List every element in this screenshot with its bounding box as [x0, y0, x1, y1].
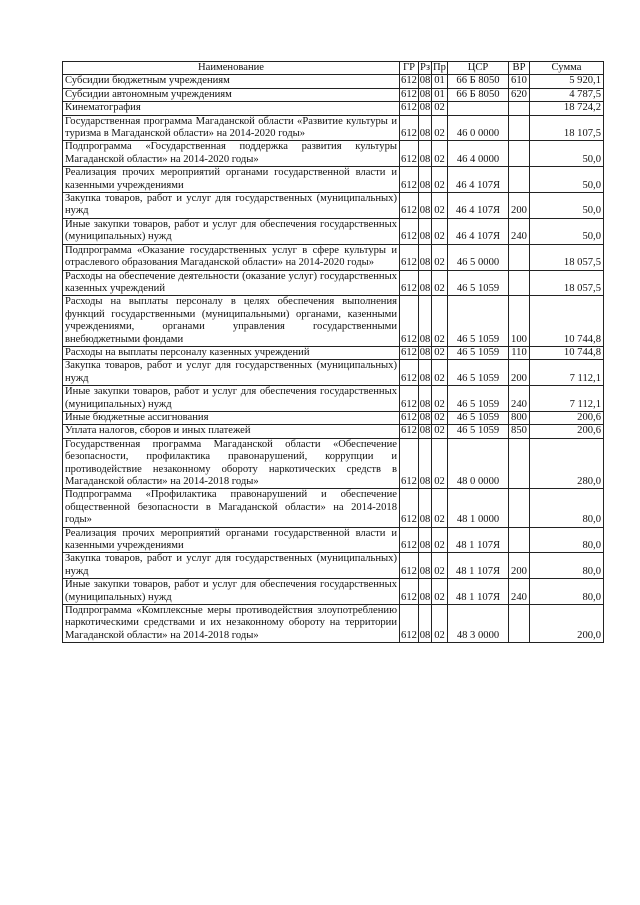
cell-gr: 612 — [400, 270, 419, 296]
cell-vr — [509, 102, 530, 115]
cell-sum: 7 112,1 — [530, 360, 604, 386]
cell-name: Подпрограмма «Профилактика правонарушений и обеспечение общественной безопасности в Магаданской области» на 2014-2018 годы» — [63, 489, 400, 527]
table-row — [63, 579, 604, 605]
cell-rz: 08 — [419, 527, 432, 553]
cell-sum: 200,0 — [530, 605, 604, 643]
cell-sum: 18 724,2 — [530, 102, 604, 115]
cell-gr: 612 — [400, 579, 419, 605]
table-row — [63, 438, 604, 489]
table-row — [63, 218, 604, 244]
cell-name: Иные закупки товаров, работ и услуг для обеспечения государственных (муниципальных) нужд — [63, 579, 400, 605]
cell-pr: 02 — [432, 605, 448, 643]
cell-rz: 08 — [419, 438, 432, 489]
cell-rz: 08 — [419, 425, 431, 437]
cell-pr: 02 — [432, 411, 448, 424]
cell-pr: 02 — [432, 270, 448, 296]
cell-gr: 612 — [400, 167, 419, 193]
cell-csr: 48 1 107Я — [448, 527, 509, 553]
cell-sum: 4 787,5 — [530, 88, 604, 101]
cell-vr: 200 — [509, 553, 530, 579]
cell-name: Подпрограмма «Государственная поддержка развития культуры Магаданской области» на 2014-2020 годы» — [63, 141, 400, 167]
cell-pr: 02 — [432, 102, 448, 115]
cell-gr: 612 — [400, 527, 419, 553]
cell-sum: 50,0 — [530, 193, 604, 219]
column-header-gr: ГР — [400, 62, 419, 75]
cell-gr: 612 — [401, 88, 417, 100]
cell-gr: 612 — [400, 193, 419, 219]
cell-name: Субсидии бюджетным учреждениям — [63, 75, 400, 88]
cell-pr: 02 — [432, 167, 448, 193]
table-row — [63, 141, 604, 167]
cell-gr: 612 — [400, 553, 419, 579]
cell-name: Закупка товаров, работ и услуг для государственных (муниципальных) нужд — [63, 193, 400, 219]
cell-gr: 612 — [400, 218, 419, 244]
table-row — [63, 605, 604, 643]
cell-sum: 200,6 — [530, 425, 604, 438]
cell-csr: 46 5 1059 — [448, 360, 509, 386]
cell-rz: 08 — [419, 605, 432, 643]
cell-pr: 02 — [432, 425, 448, 438]
cell-vr: 110 — [509, 346, 530, 359]
table-row — [63, 244, 604, 270]
cell-rz: 08 — [419, 411, 431, 423]
table-row — [63, 167, 604, 193]
cell-rz: 08 — [419, 296, 432, 347]
table-row — [63, 88, 604, 101]
cell-vr — [509, 141, 530, 167]
cell-name: Расходы на выплаты персоналу в целях обеспечения выполнения функций государственными (муниципальными) органами, казенными учреждениями, органами управления государственными внебюджетными фондами — [63, 296, 400, 347]
cell-name: Государственная программа Магаданской области «Развитие культуры и туризма в Магаданской области» на 2014-2020 годы» — [63, 115, 400, 141]
cell-name: Расходы на выплаты персоналу казенных учреждений — [63, 346, 400, 359]
table-row — [63, 553, 604, 579]
cell-pr: 02 — [432, 360, 448, 386]
cell-rz: 08 — [419, 193, 432, 219]
cell-vr — [509, 438, 530, 489]
cell-rz: 08 — [419, 346, 431, 358]
table-row — [63, 75, 604, 88]
cell-pr: 02 — [432, 489, 448, 527]
cell-sum: 80,0 — [530, 553, 604, 579]
cell-vr — [509, 527, 530, 553]
budget-table — [62, 61, 604, 643]
cell-rz: 08 — [419, 141, 432, 167]
cell-sum: 50,0 — [530, 218, 604, 244]
cell-name: Закупка товаров, работ и услуг для государственных (муниципальных) нужд — [63, 360, 400, 386]
cell-pr: 02 — [432, 527, 448, 553]
cell-gr: 612 — [400, 115, 419, 141]
table-row — [63, 489, 604, 527]
cell-sum: 80,0 — [530, 527, 604, 553]
cell-name: Подпрограмма «Комплексные меры противодействия злоупотреблению наркотическими средствами и их незаконному обороту на территории Магаданской области» на 2014-2018 годы» — [63, 605, 400, 643]
table-header-row — [63, 62, 604, 75]
column-header-rz: Рз — [420, 62, 431, 73]
cell-vr: 850 — [509, 425, 530, 438]
cell-vr: 200 — [509, 360, 530, 386]
cell-gr: 612 — [400, 244, 419, 270]
cell-pr: 02 — [432, 553, 448, 579]
cell-vr: 100 — [509, 296, 530, 347]
cell-pr: 02 — [432, 193, 448, 219]
cell-rz: 08 — [419, 553, 432, 579]
table-row — [63, 193, 604, 219]
column-header-sum: Сумма — [530, 62, 604, 75]
cell-vr: 620 — [509, 88, 530, 101]
table-row — [63, 115, 604, 141]
cell-name: Иные закупки товаров, работ и услуг для обеспечения государственных (муниципальных) нужд — [63, 218, 400, 244]
cell-name: Государственная программа Магаданской области «Обеспечение безопасности, профилактика правонарушений, коррупции и противодействие незаконному обороту наркотических средств в Магаданской области» на 2014-2018 годы» — [63, 438, 400, 489]
table-row — [63, 102, 604, 115]
cell-csr: 46 4 0000 — [448, 141, 509, 167]
cell-gr: 612 — [401, 411, 417, 423]
cell-rz: 08 — [419, 102, 431, 114]
cell-csr: 46 5 0000 — [448, 244, 509, 270]
cell-sum: 200,6 — [530, 411, 604, 424]
cell-name: Реализация прочих мероприятий органами государственной власти и казенными учреждениями — [63, 167, 400, 193]
cell-sum: 7 112,1 — [530, 386, 604, 412]
cell-vr: 610 — [509, 75, 530, 88]
cell-pr: 02 — [432, 579, 448, 605]
table-row — [63, 411, 604, 424]
cell-vr — [509, 167, 530, 193]
cell-gr: 612 — [401, 102, 417, 114]
cell-vr: 240 — [509, 218, 530, 244]
cell-rz: 08 — [419, 115, 432, 141]
cell-name: Реализация прочих мероприятий органами государственной власти и казенными учреждениями — [63, 527, 400, 553]
cell-rz: 08 — [419, 244, 432, 270]
cell-pr: 01 — [432, 75, 448, 88]
cell-vr — [509, 115, 530, 141]
cell-csr: 48 3 0000 — [448, 605, 509, 643]
table-body — [63, 75, 604, 643]
cell-csr: 46 5 1059 — [448, 411, 509, 424]
cell-sum: 280,0 — [530, 438, 604, 489]
cell-vr: 200 — [509, 193, 530, 219]
cell-rz: 08 — [419, 88, 431, 100]
cell-rz: 08 — [419, 579, 432, 605]
cell-vr — [509, 605, 530, 643]
table-row — [63, 360, 604, 386]
table-row — [63, 346, 604, 359]
cell-gr: 612 — [400, 386, 419, 412]
cell-name: Уплата налогов, сборов и иных платежей — [63, 425, 400, 438]
cell-rz: 08 — [419, 75, 431, 87]
cell-rz: 08 — [419, 167, 432, 193]
cell-name: Субсидии автономным учреждениям — [63, 88, 400, 101]
cell-csr: 46 5 1059 — [448, 386, 509, 412]
cell-gr: 612 — [400, 296, 419, 347]
cell-pr: 02 — [432, 296, 448, 347]
cell-vr: 240 — [509, 386, 530, 412]
cell-sum: 50,0 — [530, 141, 604, 167]
cell-rz: 08 — [419, 489, 432, 527]
cell-pr: 02 — [432, 141, 448, 167]
cell-rz: 08 — [419, 360, 432, 386]
cell-name: Иные бюджетные ассигнования — [63, 411, 400, 424]
cell-csr: 46 4 107Я — [448, 167, 509, 193]
cell-gr: 612 — [400, 360, 419, 386]
cell-name: Расходы на обеспечение деятельности (оказание услуг) государственных казенных учреждений — [63, 270, 400, 296]
cell-sum: 80,0 — [530, 489, 604, 527]
cell-pr: 02 — [432, 346, 448, 359]
cell-csr: 66 Б 8050 — [448, 75, 509, 88]
cell-csr: 46 5 1059 — [448, 296, 509, 347]
column-header-vr: ВР — [509, 62, 530, 75]
column-header-name: Наименование — [63, 62, 400, 75]
cell-pr: 02 — [432, 115, 448, 141]
cell-sum: 5 920,1 — [530, 75, 604, 88]
cell-gr: 612 — [401, 346, 417, 358]
cell-vr — [509, 270, 530, 296]
cell-gr: 612 — [400, 141, 419, 167]
table-row — [63, 425, 604, 438]
cell-vr: 240 — [509, 579, 530, 605]
cell-sum: 80,0 — [530, 579, 604, 605]
cell-name: Подпрограмма «Оказание государственных услуг в сфере культуры и отраслевого образования Магаданской области» на 2014-2020 годы» — [63, 244, 400, 270]
column-header-pr: Пр — [433, 62, 446, 73]
cell-sum: 50,0 — [530, 167, 604, 193]
cell-gr: 612 — [400, 605, 419, 643]
cell-pr: 01 — [432, 88, 448, 101]
cell-gr: 612 — [400, 489, 419, 527]
cell-sum: 18 057,5 — [530, 244, 604, 270]
cell-name: Иные закупки товаров, работ и услуг для обеспечения государственных (муниципальных) нужд — [63, 386, 400, 412]
cell-gr: 612 — [401, 425, 417, 437]
cell-vr: 800 — [509, 411, 530, 424]
cell-rz: 08 — [419, 270, 432, 296]
cell-csr: 46 0 0000 — [448, 115, 509, 141]
cell-sum: 10 744,8 — [530, 296, 604, 347]
cell-pr: 02 — [432, 386, 448, 412]
cell-vr — [509, 489, 530, 527]
cell-rz: 08 — [419, 386, 432, 412]
table-row — [63, 527, 604, 553]
cell-sum: 18 057,5 — [530, 270, 604, 296]
cell-vr — [509, 244, 530, 270]
cell-pr: 02 — [432, 438, 448, 489]
table-row — [63, 296, 604, 347]
cell-csr: 46 5 1059 — [448, 346, 509, 359]
cell-csr: 66 Б 8050 — [448, 88, 509, 101]
cell-csr: 46 5 1059 — [448, 270, 509, 296]
cell-pr: 02 — [432, 244, 448, 270]
column-header-csr: ЦСР — [448, 62, 509, 75]
cell-csr: 48 1 107Я — [448, 553, 509, 579]
cell-name: Закупка товаров, работ и услуг для государственных (муниципальных) нужд — [63, 553, 400, 579]
cell-csr: 48 1 0000 — [448, 489, 509, 527]
cell-gr: 612 — [401, 75, 417, 87]
cell-sum: 18 107,5 — [530, 115, 604, 141]
cell-csr: 48 1 107Я — [448, 579, 509, 605]
cell-csr: 46 4 107Я — [448, 218, 509, 244]
cell-csr: 46 5 1059 — [448, 425, 509, 438]
cell-csr — [448, 102, 509, 115]
cell-gr: 612 — [400, 438, 419, 489]
cell-name: Кинематография — [63, 102, 400, 115]
table-row — [63, 270, 604, 296]
cell-sum: 10 744,8 — [530, 346, 604, 359]
table-row — [63, 386, 604, 412]
cell-rz: 08 — [419, 218, 432, 244]
cell-csr: 48 0 0000 — [448, 438, 509, 489]
cell-pr: 02 — [432, 218, 448, 244]
cell-csr: 46 4 107Я — [448, 193, 509, 219]
